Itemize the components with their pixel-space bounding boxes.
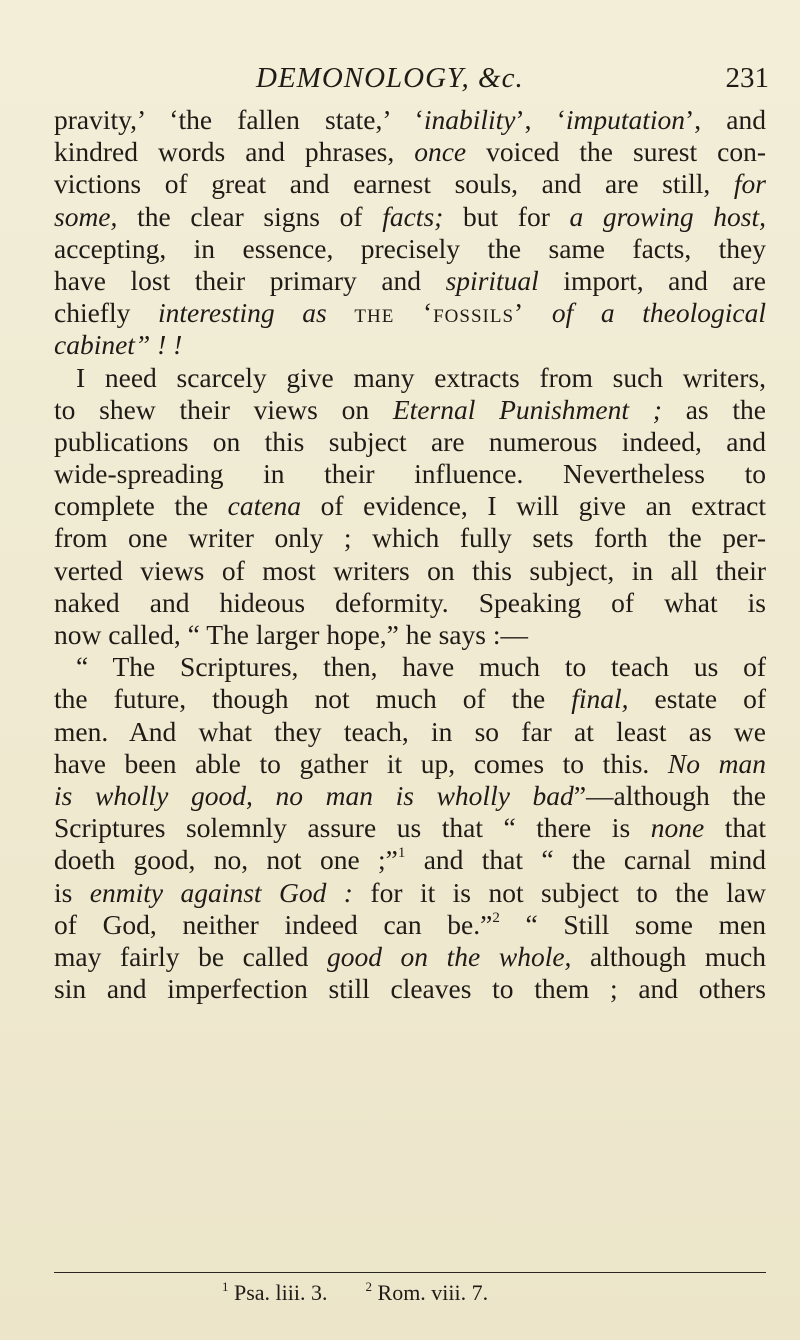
text-run: ”—although the	[573, 779, 766, 811]
footnote-ref: 1	[397, 845, 406, 862]
italic-run: for	[733, 168, 766, 200]
italic-run: some,	[54, 200, 118, 232]
text-run: victions of great and earnest souls, and are still,	[54, 168, 734, 200]
text-line	[54, 362, 766, 394]
italic-run: inability	[423, 104, 516, 135]
text-run: as the	[661, 393, 766, 425]
text-line	[54, 233, 766, 265]
text-run: verted views of most writers on this subject, in all their	[54, 554, 766, 586]
text-run: wide-spreading in their influence. Nevertheless to	[54, 458, 766, 490]
text-line	[54, 490, 766, 522]
text-run: ’, and	[685, 104, 767, 135]
text-line	[54, 555, 766, 587]
text-run: import, and are	[538, 264, 766, 296]
text-run: for it is not subject to the law	[352, 876, 766, 908]
italic-run: of a theological	[551, 297, 767, 329]
text-line	[54, 748, 766, 780]
text-run: have lost their primary and	[54, 264, 446, 296]
italic-run: interesting as	[158, 297, 327, 329]
text-line	[54, 651, 766, 683]
text-line	[54, 587, 766, 619]
text-run: complete the	[54, 490, 228, 522]
text-line	[54, 619, 766, 651]
footnote-ref: 2	[492, 909, 500, 926]
text-run: is	[54, 876, 90, 908]
page-number: 231	[725, 62, 769, 94]
italic-run: enmity against God :	[89, 876, 353, 908]
small-caps-run: the ‘fossils’	[354, 297, 525, 329]
text-line	[54, 168, 766, 200]
text-line	[54, 201, 766, 233]
text-run: Scriptures solemnly assure us that “ there is	[54, 812, 651, 844]
italic-run: final,	[571, 683, 629, 715]
italic-run: is wholly good, no man is wholly bad	[54, 779, 574, 811]
footnote-mark: 2	[365, 1279, 373, 1294]
text-run: doeth good, no, not one ;”	[54, 844, 398, 876]
text-run: the clear signs of	[117, 200, 383, 232]
text-run: to shew their views on	[54, 393, 393, 425]
text-line	[54, 394, 766, 426]
text-run: men. And what they teach, in so far at least as we	[54, 715, 766, 747]
text-run: publications on this subject are numerous indeed, and	[54, 425, 766, 457]
italic-run: good on the whole,	[326, 940, 572, 972]
italic-run: spiritual	[445, 264, 539, 296]
text-run: voiced the surest con-	[466, 136, 766, 168]
text-run: pravity,’ ‘the fallen state,’ ‘	[54, 104, 424, 135]
text-line	[54, 329, 766, 361]
italic-run: a growing host,	[569, 200, 766, 232]
text-line	[54, 426, 766, 458]
text-line	[54, 297, 766, 329]
text-run: I need scarcely give many extracts from such writers,	[76, 361, 766, 393]
text-run: accepting, in essence, precisely the same facts, they	[54, 232, 766, 264]
text-line	[54, 104, 766, 136]
running-title: DEMONOLOGY, &c.	[256, 62, 524, 94]
text-run: now called, “ The larger hope,” he says :—	[54, 619, 528, 650]
text-line	[54, 136, 766, 168]
italic-run: imputation	[565, 104, 686, 135]
text-line	[54, 941, 766, 973]
text-run: may fairly be called	[54, 940, 327, 972]
footnote	[222, 1280, 328, 1306]
text-run: and that “ the carnal mind	[405, 844, 766, 876]
text-line	[54, 522, 766, 554]
text-run: but for	[443, 200, 570, 232]
text-line	[54, 909, 766, 941]
footnotes	[222, 1280, 526, 1306]
text-line	[54, 812, 766, 844]
text-line	[54, 973, 766, 1005]
text-run: estate of	[628, 683, 766, 715]
italic-run: cabinet” ! !	[54, 329, 183, 361]
text-run: of God, neither indeed can be.”	[54, 908, 493, 940]
italic-run: none	[650, 812, 705, 844]
text-line	[54, 265, 766, 297]
text-run: although much	[571, 940, 766, 972]
text-run: “ Still some men	[499, 908, 766, 940]
text-run: sin and imperfection still cleaves to them ; and others	[54, 973, 766, 1005]
text-line	[54, 458, 766, 490]
text-run: that	[704, 812, 766, 844]
italic-run: catena	[227, 490, 301, 522]
text-line	[54, 780, 766, 812]
text-run	[327, 297, 355, 328]
text-run	[524, 297, 552, 328]
body-text	[54, 104, 766, 1005]
text-run: chiefly	[54, 297, 158, 329]
text-line	[54, 877, 766, 909]
text-run: kindred words and phrases,	[54, 136, 415, 168]
text-line	[54, 683, 766, 715]
footnote	[366, 1280, 489, 1306]
italic-run: once	[414, 136, 467, 168]
text-line	[54, 716, 766, 748]
text-run: have been able to gather it up, comes to this.	[54, 747, 668, 779]
text-line	[54, 844, 766, 876]
text-run: from one writer only ; which fully sets forth the per-	[54, 522, 766, 554]
footnote-text: Rom. viii. 7.	[372, 1280, 489, 1305]
text-run: of evidence, I will give an extract	[300, 490, 766, 522]
italic-run: No man	[667, 747, 767, 779]
italic-run: facts;	[382, 200, 444, 232]
footnote-text: Psa. liii. 3.	[228, 1280, 328, 1305]
text-run: “ The Scriptures, then, have much to teach us of	[76, 651, 766, 683]
italic-run: Eternal Punishment ;	[392, 393, 662, 425]
footnote-rule	[54, 1272, 766, 1273]
page-header	[0, 62, 800, 102]
text-run: the future, though not much of the	[54, 683, 572, 715]
footnote-mark: 1	[222, 1279, 229, 1294]
text-run: ’, ‘	[515, 104, 566, 135]
text-run: naked and hideous deformity. Speaking of what is	[54, 586, 766, 618]
